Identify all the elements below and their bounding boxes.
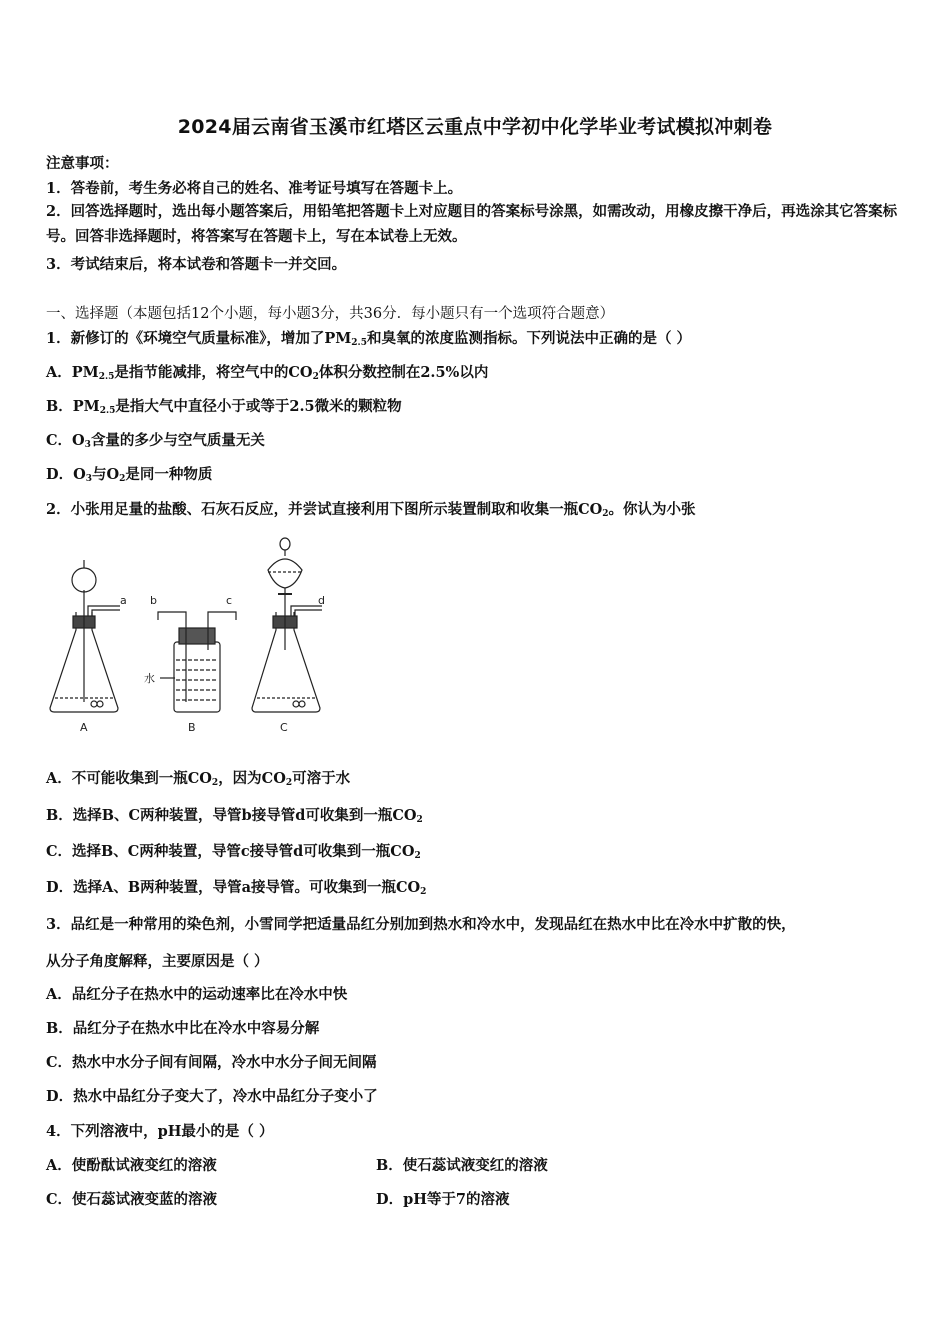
- notice-heading: 注意事项：: [46, 155, 119, 172]
- label-apparatus-a: A: [80, 721, 88, 734]
- option-sub: 3: [84, 440, 91, 450]
- q1-stem-part: 和臭氧的浓度监测指标。下列说法中正确的是（ ）: [366, 330, 692, 347]
- option-sub: 2: [414, 851, 421, 861]
- option-text: A．不可能收集到一瓶CO: [46, 770, 212, 787]
- q1-option-c[interactable]: [46, 429, 265, 450]
- label-c: c: [226, 594, 233, 607]
- option-sub: 2: [211, 778, 219, 788]
- question-2-stem: [46, 498, 696, 519]
- option-text: 体积分数控制在2.5%以内: [318, 364, 489, 381]
- option-text: 是指大气中直径小于或等于2.5微米的颗粒物: [115, 398, 402, 415]
- q1-stem-sub: 2.5: [351, 338, 367, 348]
- notice-item: 1．答卷前，考生务必将自己的姓名、准考证号填写在答题卡上。: [46, 180, 463, 197]
- label-b: b: [150, 594, 157, 607]
- q1-option-d[interactable]: [46, 463, 212, 484]
- notice-item: 3．考试结束后，将本试卷和答题卡一并交回。: [46, 256, 347, 273]
- option-text: 是同一种物质: [125, 466, 213, 483]
- q2-stem-sub: 2: [602, 509, 609, 519]
- apparatus-c: [252, 538, 322, 712]
- q2-option-a[interactable]: [46, 767, 350, 788]
- option-sub: 2: [416, 815, 423, 825]
- option-text: C．选择B、C两种装置，导管c接导管d可收集到一瓶CO: [46, 843, 415, 860]
- section-heading: 一、选择题（本题包括12个小题，每小题3分，共36分．每小题只有一个选项符合题意）: [46, 306, 615, 322]
- option-text: C．O: [46, 432, 85, 449]
- option-text: 与O: [91, 466, 120, 483]
- option-text: A．PM: [46, 364, 99, 381]
- question-3-stem-cont: 从分子角度解释，主要原因是（ ）: [46, 953, 269, 970]
- q1-option-a[interactable]: [46, 361, 488, 382]
- q2-stem-part: 。你认为小张: [608, 501, 696, 518]
- label-d: d: [318, 594, 325, 607]
- q4-option-d[interactable]: D．pH等于7的溶液: [376, 1191, 510, 1208]
- option-sub: 2.5: [98, 372, 115, 382]
- q3-option-d[interactable]: D．热水中品红分子变大了，冷水中品红分子变小了: [46, 1088, 378, 1105]
- option-text: 可溶于水: [292, 770, 351, 787]
- q4-option-c[interactable]: C．使石蕊试液变蓝的溶液: [46, 1191, 218, 1208]
- option-sub: 2: [312, 372, 319, 382]
- q3-option-b[interactable]: B．品红分子在热水中比在冷水中容易分解: [46, 1020, 320, 1037]
- question-3-stem: 3．品红是一种常用的染色剂，小雪同学把适量品红分别加到热水和冷水中，发现品红在热水中比在冷水中扩散的快，: [46, 916, 796, 933]
- option-text: 含量的多少与空气质量无关: [90, 432, 265, 449]
- option-sub: 2: [420, 887, 427, 897]
- label-apparatus-c: C: [280, 721, 288, 734]
- apparatus-figure: [40, 530, 340, 745]
- notice-item: 2．回答选择题时，选出每小题答案后，用铅笔把答题卡上对应题目的答案标号涂黑，如需改动，用橡皮擦干净后，再选涂其它答案标号。回答非选择题时，将答案写在答题卡上，写在本试卷上无效。: [46, 203, 898, 245]
- question-4-stem: 4．下列溶液中，pH最小的是（ ）: [46, 1123, 274, 1140]
- option-text: 是指节能减排，将空气中的CO: [114, 364, 313, 381]
- label-water: 水: [144, 672, 155, 685]
- option-text: B．PM: [46, 398, 100, 415]
- q4-option-b[interactable]: B．使石蕊试液变红的溶液: [376, 1157, 548, 1174]
- label-apparatus-b: B: [188, 721, 196, 734]
- label-a: a: [120, 594, 127, 607]
- q2-option-c[interactable]: [46, 840, 421, 861]
- q1-option-b[interactable]: [46, 395, 402, 416]
- option-sub: 2: [119, 474, 126, 484]
- question-1-stem: [46, 327, 691, 348]
- option-sub: 3: [85, 474, 92, 484]
- q2-option-b[interactable]: [46, 804, 423, 825]
- option-sub: 2: [285, 778, 293, 788]
- option-text: B．选择B、C两种装置，导管b接导管d可收集到一瓶CO: [46, 807, 417, 824]
- q2-option-d[interactable]: [46, 876, 426, 897]
- q2-stem-part: 2．小张用足量的盐酸、石灰石反应，并尝试直接利用下图所示装置制取和收集一瓶CO: [46, 501, 603, 518]
- option-text: D．选择A、B两种装置，导管a接导管。可收集到一瓶CO: [46, 879, 421, 896]
- q3-option-a[interactable]: A．品红分子在热水中的运动速率比在冷水中快: [46, 986, 348, 1003]
- page-title: 2024届云南省玉溪市红塔区云重点中学初中化学毕业考试模拟冲刺卷: [177, 116, 773, 138]
- q4-option-a[interactable]: A．使酚酞试液变红的溶液: [46, 1157, 217, 1174]
- option-sub: 2.5: [99, 406, 116, 416]
- option-text: ，因为CO: [218, 770, 286, 787]
- q3-option-c[interactable]: C．热水中水分子间有间隔，冷水中水分子间无间隔: [46, 1054, 377, 1071]
- apparatus-b: [158, 612, 236, 712]
- apparatus-a: [50, 560, 120, 712]
- option-text: D．O: [46, 466, 86, 483]
- q1-stem-part: 1．新修订的《环境空气质量标准》，增加了PM: [46, 330, 352, 347]
